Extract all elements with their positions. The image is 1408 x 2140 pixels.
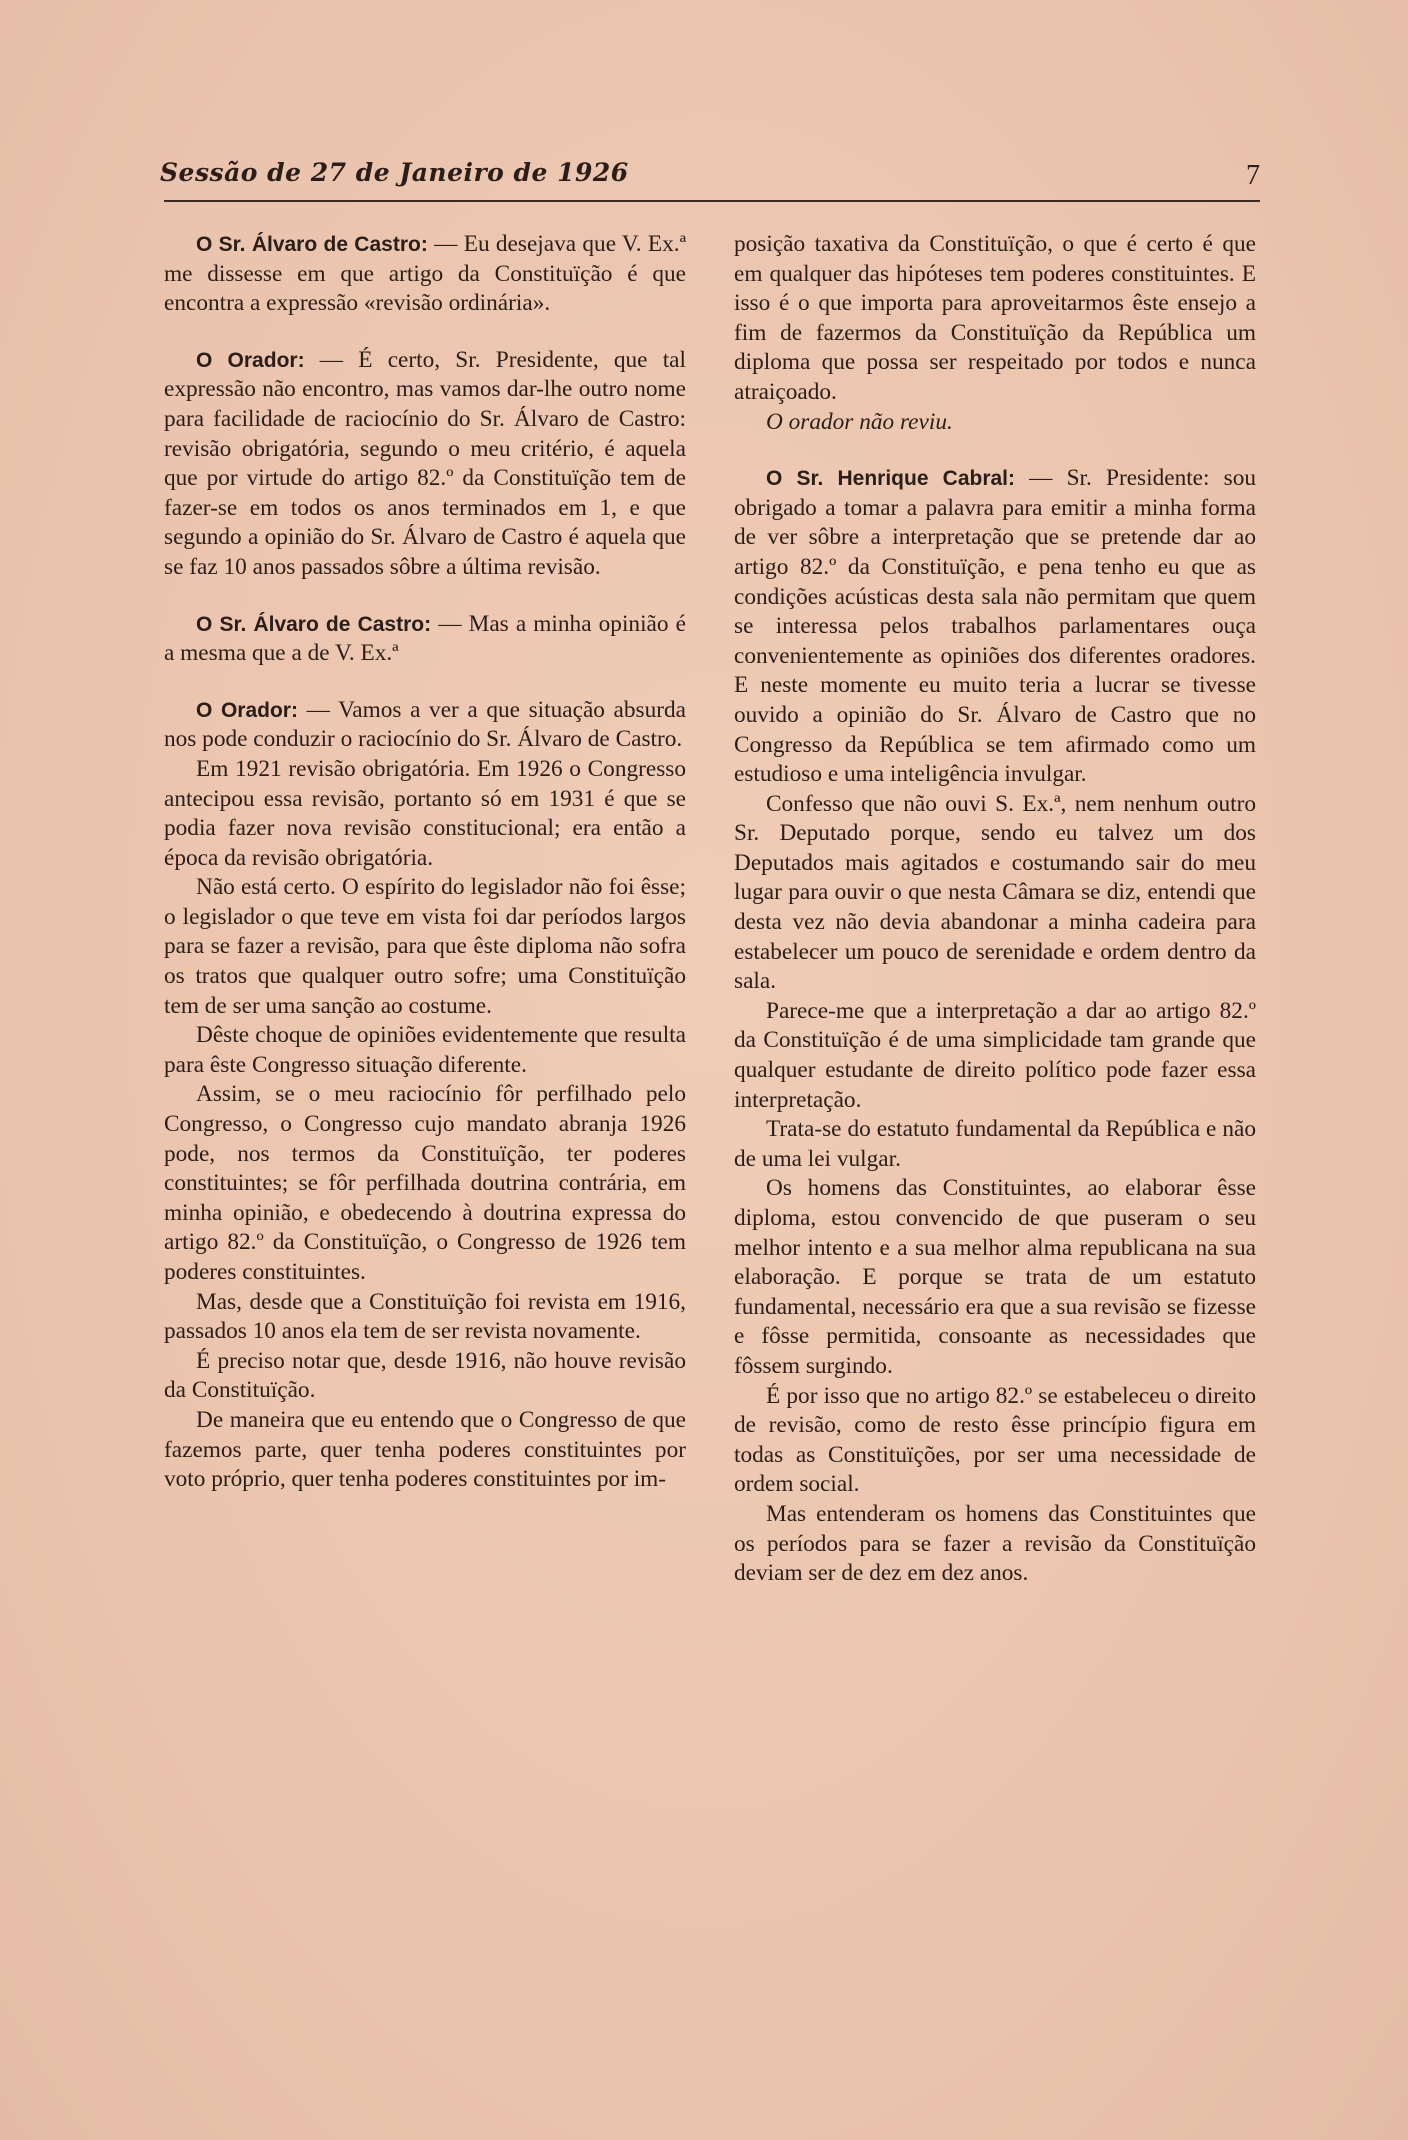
paragraph-text: — Vamos a ver a que situação absurda nos pode conduzir o raciocínio do Sr. Álvaro de Castro. bbox=[164, 696, 686, 753]
paragraph-text: — Eu desejava que V. Ex.ª me dissesse em que artigo da Constituïção é que encontra a expressão «revisão ordinária». bbox=[164, 231, 687, 317]
paragraph bbox=[164, 1080, 686, 1287]
paragraph-text: — É certo, Sr. Presidente, que tal expressão não encontro, mas vamos dar-lhe outro nome para facilidade de raciocínio do Sr. Álvaro de Castro: revisão obrigatória, segundo o meu critério, é aquela que por virtude do artigo 82.º da Constituïção tem de fazer-se em todos os anos terminados em 1, e que segundo a opinião do Sr. Álvaro de Castro é aquela que se faz 10 anos passados sôbre a última revisão. bbox=[164, 346, 686, 580]
paragraph-text: Trata-se do estatuto fundamental da República e não de uma lei vulgar. bbox=[734, 1116, 1256, 1172]
paragraph-text: De maneira que eu entendo que o Congresso de que fazemos parte, quer tenha poderes constituintes por voto próprio, quer tenha poderes constituintes por im- bbox=[164, 1406, 686, 1493]
paragraph-text: Em 1921 revisão obrigatória. Em 1926 o Congresso antecipou essa revisão, portanto só em 1931 é que se podia fazer nova revisão constitucional; era então a época da revisão obrigatória. bbox=[164, 755, 686, 871]
paragraph bbox=[164, 755, 686, 873]
paragraph bbox=[734, 230, 1256, 408]
running-header bbox=[160, 158, 1260, 200]
paragraph-text: posição taxativa da Constituïção, o que é certo é que em qualquer das hipóteses tem poderes constituintes. E isso é o que importa para aproveitarmos êste ensejo a fim de fazermos da Constituïção da República um diploma que possa ser respeitado por todos e nunca atraiçoado. bbox=[734, 231, 1256, 405]
header-rule bbox=[164, 200, 1260, 202]
paragraph bbox=[734, 1382, 1256, 1500]
session-title: Sessão de 27 de Janeiro de 1926 bbox=[160, 158, 629, 187]
page-number: 7 bbox=[1246, 160, 1260, 191]
paragraph-text: É por isso que no artigo 82.º se estabeleceu o direito de revisão, como de resto êsse princípio figura em todas as Constituïções, por ser uma necessidade de ordem social. bbox=[734, 1382, 1256, 1498]
paragraph-text: — Sr. Presidente: sou obrigado a tomar a palavra para emitir a minha forma de ver sôbre a interpretação que se pretende dar ao artigo 82.º da Constituïção, e pena tenho eu que as condições acústicas desta sala não permitam que quem se interessa pelos trabalhos parlamentares ouça convenientemente as opiniões dos diferentes oradores. E neste momente eu muito teria a lucrar se tivesse ouvido a opinião do Sr. Álvaro de Castro que no Congresso da República se tem afirmado como um estudioso e uma inteligência invulgar. bbox=[734, 465, 1257, 788]
paragraph bbox=[734, 1500, 1256, 1589]
speaker-name: O Orador: bbox=[196, 348, 305, 372]
paragraph-text: Parece-me que a interpretação a dar ao artigo 82.º da Constituïção é de uma simplicidade tam grande que qualquer estudante de direito político pode fazer essa interpretação. bbox=[734, 997, 1256, 1113]
paragraph bbox=[164, 873, 686, 1021]
paragraph bbox=[734, 790, 1256, 997]
paragraph-text: Não está certo. O espírito do legislador não foi êsse; o legislador o que teve em vista foi dar períodos largos para se fazer a revisão, para que êste diploma não sofra os tratos que qualquer outro sofre; uma Constituïção tem de ser uma sanção ao costume. bbox=[164, 874, 686, 1019]
paragraph bbox=[734, 997, 1256, 1115]
speaker-name: O Orador: bbox=[196, 698, 298, 722]
paragraph bbox=[734, 464, 1256, 790]
paragraph-text: Dêste choque de opiniões evidentemente que resulta para êste Congresso situação diferente. bbox=[164, 1022, 686, 1078]
paragraph-text: Assim, se o meu raciocínio fôr perfilhado pelo Congresso, o Congresso cujo mandato abranja 1926 pode, nos termos da Constituïção, ter poderes constituintes; se fôr perfilhada doutrina contrária, em minha opinião, e obedecendo à doutrina expressa do artigo 82.º da Constituïção, o Congresso de 1926 tem poderes constituintes. bbox=[164, 1081, 686, 1285]
paragraph-text: O orador não reviu. bbox=[766, 408, 953, 435]
right-column bbox=[734, 230, 1256, 1589]
paragraph-text: Os homens das Constituintes, ao elaborar êsse diploma, estou convencido de que puseram o seu melhor intento e a sua melhor alma republicana na sua elaboração. E porque se trata de um estatuto fundamental, necessário era que a sua revisão se fizesse e fôsse permitida, consoante as necessidades que fôssem surgindo. bbox=[734, 1175, 1256, 1379]
paragraph bbox=[164, 696, 686, 755]
paragraph-text: — Mas a minha opinião é a mesma que a de V. Ex.ª bbox=[164, 610, 686, 667]
left-column bbox=[164, 230, 686, 1495]
paragraph bbox=[734, 408, 1256, 438]
paragraph-text: Mas entenderam os homens das Constituintes que os períodos para se fazer a revisão da Constituïção deviam ser de dez em dez anos. bbox=[734, 1500, 1256, 1587]
paragraph-text: Confesso que não ouvi S. Ex.ª, nem nenhum outro Sr. Deputado porque, sendo eu talvez um dos Deputados mais agitados e costumando sair do meu lugar para ouvir o que nesta Câmara se diz, entendi que desta vez não devia abandonar a minha cadeira para estabelecer um pouco de serenidade e ordem dentro da sala. bbox=[734, 790, 1256, 995]
paragraph bbox=[164, 1347, 686, 1406]
paragraph bbox=[164, 610, 686, 669]
paragraph bbox=[164, 230, 686, 319]
paragraph-text: Mas, desde que a Constituïção foi revista em 1916, passados 10 anos ela tem de ser revista novamente. bbox=[164, 1288, 686, 1345]
speaker-name: O Sr. Álvaro de Castro: bbox=[196, 612, 432, 636]
paragraph bbox=[164, 1288, 686, 1347]
paragraph bbox=[734, 1174, 1256, 1381]
paragraph bbox=[164, 1406, 686, 1495]
paragraph bbox=[164, 1021, 686, 1080]
paragraph bbox=[734, 1115, 1256, 1174]
paragraph-text: É preciso notar que, desde 1916, não houve revisão da Constituïção. bbox=[164, 1347, 686, 1404]
paragraph bbox=[164, 346, 686, 583]
speaker-name: O Sr. Álvaro de Castro: bbox=[196, 233, 428, 256]
speaker-name: O Sr. Henrique Cabral: bbox=[766, 467, 1016, 491]
